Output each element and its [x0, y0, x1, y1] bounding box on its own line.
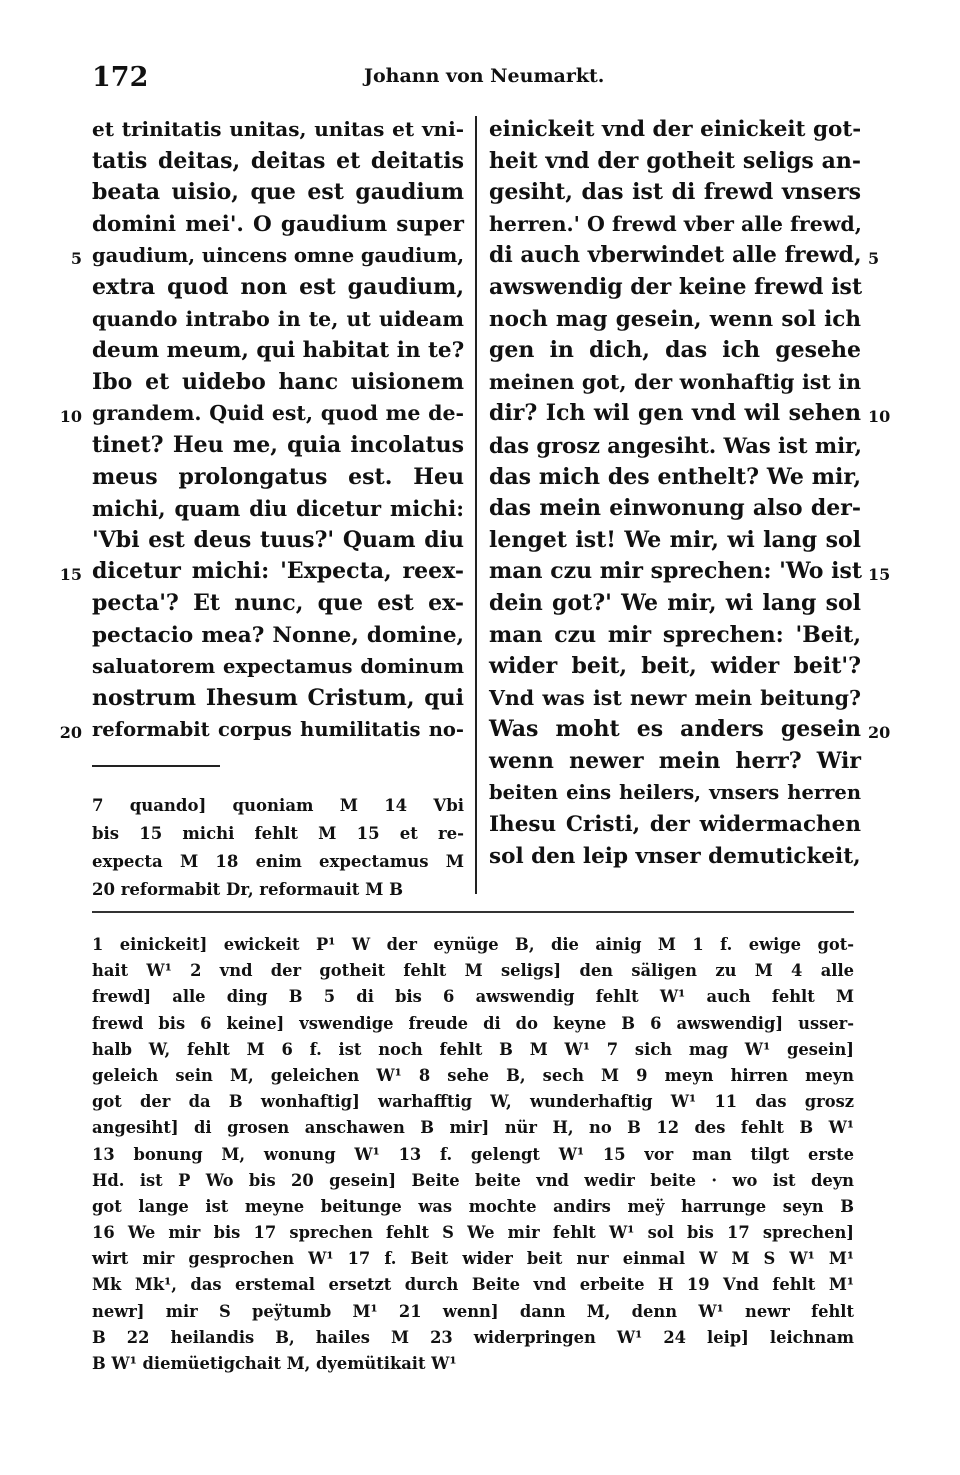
- german-line: noch mag gesein, wenn sol ich: [489, 306, 861, 332]
- apparatus-line: wirt mir gesprochen W¹ 17 f. Beit wider beit nur einmal W M S W¹ M¹: [92, 1249, 854, 1269]
- line-number-right: 5: [868, 249, 880, 268]
- latin-line: deum meum, qui habitat in te?: [92, 338, 465, 364]
- german-line: wider beit, beit, wider beit'?: [489, 653, 861, 680]
- line-number-right: 20: [868, 723, 891, 742]
- apparatus-line: hait W¹ 2 vnd der gotheit fehlt M seligs] den säligen zu M 4 alle: [92, 961, 854, 981]
- apparatus-line: halb W, fehlt M 6 f. ist noch fehlt B M W¹ 7 sich mag W¹ gesein]: [92, 1039, 854, 1059]
- latin-line: 'Vbi est deus tuus?' Quam diu: [92, 526, 464, 553]
- german-line: dir? Ich wil gen vnd wil sehen: [489, 400, 861, 427]
- apparatus-line: 13 bonung M, wonung W¹ 13 f. gelengt W¹ 15 vor man tilgt erste: [92, 1144, 854, 1164]
- german-line: herren.' O frewd vber alle frewd,: [489, 211, 862, 236]
- running-title: Johann von Neumarkt.: [364, 65, 605, 87]
- apparatus-separator: [92, 911, 854, 913]
- apparatus-line: 1 einickeit] ewickeit P¹ W der eynüge B, die ainig M 1 f. ewige got-: [92, 935, 854, 954]
- latin-line: grandem. Quid est, quod me de-: [92, 401, 464, 426]
- line-number-left: 10: [59, 407, 82, 426]
- line-number-left: 5: [70, 249, 82, 268]
- latin-line: pectacio mea? Nonne, domine,: [92, 622, 464, 648]
- latin-line: Ibo et uidebo hanc uisionem: [92, 368, 464, 395]
- latin-line: meus prolongatus est. Heu: [92, 463, 464, 490]
- german-line: di auch vberwindet alle frewd,: [489, 242, 862, 269]
- note-line: bis 15 michi fehlt M 15 et re-: [92, 824, 464, 843]
- latin-variant-notes: [92, 792, 464, 904]
- german-line: man czu mir sprechen: 'Beit,: [489, 621, 861, 648]
- german-line: gesiht, das ist di frewd vnsers: [489, 179, 861, 206]
- column-divider: [475, 116, 477, 894]
- apparatus-line: B W¹ diemüetigchait M, dyemütikait W¹: [92, 1354, 457, 1373]
- note-line: 20 reformabit Dr, reformauit M B: [92, 880, 404, 899]
- german-line: meinen got, der wonhaftig ist in: [489, 369, 861, 394]
- german-line: man czu mir sprechen: 'Wo ist: [489, 558, 863, 585]
- german-line: das grosz angesiht. Was ist mir,: [489, 432, 862, 458]
- apparatus-line: B 22 heilandis B, hailes M 23 widerpringen W¹ 24 leip] leichnam: [92, 1327, 854, 1347]
- german-line: gen in dich, das ich gesehe: [489, 337, 861, 364]
- latin-line: dicetur michi: 'Expecta, reex-: [92, 558, 464, 585]
- german-line: wenn newer mein herr? Wir: [489, 747, 861, 774]
- german-line: Vnd was ist newr mein beitung?: [489, 685, 861, 710]
- page-number: 172: [92, 62, 149, 93]
- german-line: das mich des enthelt? We mir,: [489, 463, 861, 490]
- german-column: [489, 114, 861, 872]
- apparatus-line: got lange ist meyne beitunge was mochte andirs meÿ harrunge seyn B: [92, 1196, 854, 1216]
- german-line: awswendig der keine frewd ist: [489, 273, 863, 300]
- latin-line: extra quod non est gaudium,: [92, 273, 464, 300]
- latin-line: domini mei'. O gaudium super: [92, 211, 464, 237]
- latin-line: gaudium, uincens omne gaudium,: [92, 244, 464, 268]
- footnote-separator: [92, 765, 220, 767]
- latin-line: tatis deitas, deitas et deitatis: [92, 147, 464, 174]
- line-number-left: 15: [59, 565, 82, 584]
- apparatus-line: got der da B wonhaftig] warhafftig W, wunderhaftig W¹ 11 das grosz: [92, 1092, 854, 1112]
- apparatus-line: frewd bis 6 keine] vswendige freude di do keyne B 6 awswendig] usser-: [92, 1013, 854, 1033]
- apparatus-line: Hd. ist P Wo bis 20 gesein] Beite beite vnd wedir beite · wo ist deyn: [92, 1170, 854, 1190]
- latin-line: reformabit corpus humilitatis no-: [92, 718, 464, 742]
- latin-line: nostrum Ihesum Cristum, qui: [92, 684, 464, 711]
- note-line: 7 quando] quoniam M 14 Vbi: [92, 796, 464, 815]
- latin-column: [92, 114, 464, 746]
- line-number-right: 10: [868, 407, 891, 426]
- german-line: lenget ist! We mir, wi lang sol: [489, 526, 861, 553]
- german-line: Ihesu Cristi, der widermachen: [489, 812, 861, 838]
- german-line: das mein einwonung also der-: [489, 495, 861, 522]
- line-number-left: 20: [59, 723, 82, 742]
- apparatus-line: geleich sein M, geleichen W¹ 8 sehe B, sech M 9 meyn hirren meyn: [92, 1065, 854, 1085]
- apparatus-line: Mk Mk¹, das erstemal ersetzt durch Beite vnd erbeite H 19 Vnd fehlt M¹: [92, 1275, 854, 1295]
- german-line: einickeit vnd der einickeit got-: [489, 117, 862, 142]
- latin-line: saluatorem expectamus dominum: [92, 655, 464, 679]
- note-line: expecta M 18 enim expectamus M: [92, 852, 464, 871]
- apparatus-line: 16 We mir bis 17 sprechen fehlt S We mir fehlt W¹ sol bis 17 sprechen]: [92, 1223, 854, 1243]
- apparatus-line: newr] mir S peÿtumb M¹ 21 wenn] dann M, denn W¹ newr fehlt: [92, 1301, 854, 1321]
- german-line: dein got?' We mir, wi lang sol: [489, 589, 861, 616]
- german-line: beiten eins heilers, vnsers herren: [489, 781, 861, 805]
- german-line: heit vnd der gotheit seligs an-: [489, 147, 861, 174]
- german-line: Was moht es anders gesein: [489, 716, 861, 743]
- apparatus-line: angesiht] di grosen anschawen B mir] nür H, no B 12 des fehlt B W¹: [92, 1118, 854, 1138]
- line-number-right: 15: [868, 565, 891, 584]
- latin-line: beata uisio, que est gaudium: [92, 179, 464, 206]
- latin-line: quando intrabo in te, ut uideam: [92, 306, 464, 331]
- critical-apparatus: [92, 932, 854, 1377]
- apparatus-line: frewd] alle ding B 5 di bis 6 awswendig fehlt W¹ auch fehlt M: [92, 987, 854, 1007]
- latin-line: pecta'? Et nunc, que est ex-: [92, 589, 464, 616]
- latin-line: michi, quam diu dicetur michi:: [92, 496, 464, 522]
- latin-line: tinet? Heu me, quia incolatus: [92, 431, 464, 458]
- latin-line: et trinitatis unitas, unitas et vni-: [92, 117, 464, 141]
- german-line: sol den leip vnser demutickeit,: [489, 843, 861, 869]
